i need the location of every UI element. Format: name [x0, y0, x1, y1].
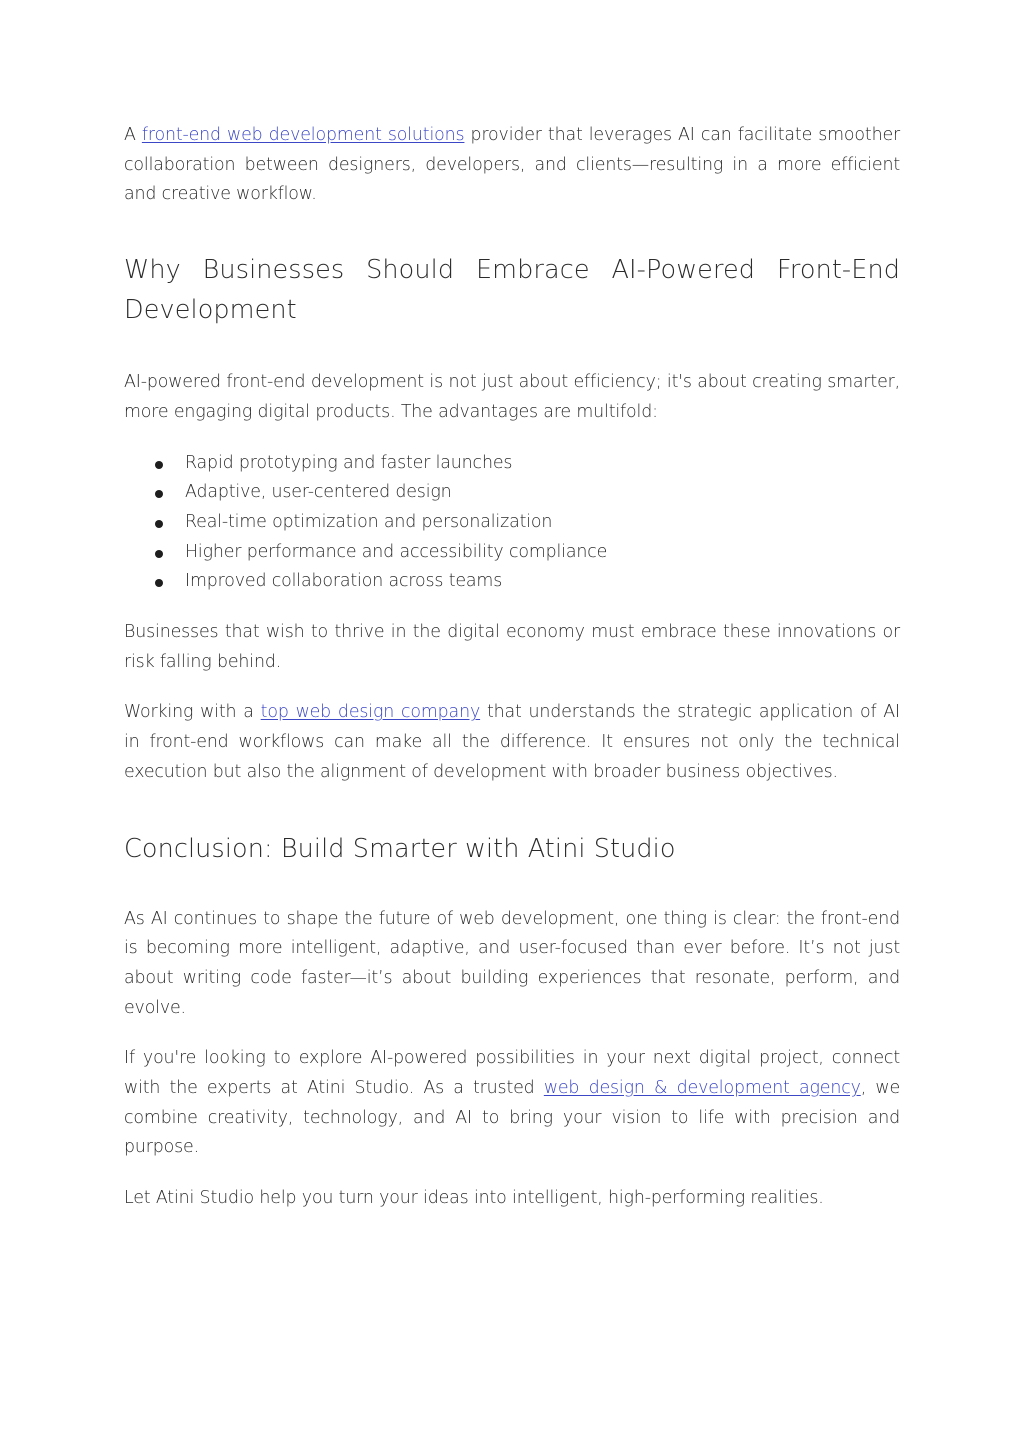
list-item-text: Adaptive, user-centered design [185, 482, 452, 503]
front-end-solutions-link[interactable]: front-end web development solutions [141, 125, 465, 145]
if-you-prefix: If you're looking to explore AI-powered possibilities in your next digital project, connect with the experts at Atini Studio. As a trusted [124, 1048, 900, 1099]
list-item [124, 449, 900, 479]
businesses-paragraph: Businesses that wish to thrive in the digital economy must embrace these innovations or risk falling behind. [124, 622, 900, 672]
working-suffix: that understands the strategic application of AI in front-end workflows can make all the difference. It ensures not only the technical execution but also the alignment of development with broader business objectives. [124, 702, 901, 782]
top-web-design-company-link[interactable]: top web design company [260, 702, 481, 723]
conclusion-heading: Conclusion: Build Smarter with Atini Studio [124, 833, 676, 864]
working-prefix: Working with a [124, 702, 261, 723]
bullet-icon [155, 461, 163, 469]
if-you-paragraph [124, 1044, 900, 1163]
bullet-icon [155, 579, 163, 587]
list-item [124, 478, 900, 508]
document-page [124, 121, 900, 1214]
list-item-text: Improved collaboration across teams [185, 571, 503, 592]
intro-paragraph [124, 121, 900, 210]
list-item [124, 508, 900, 538]
why-heading [124, 250, 900, 330]
as-ai-paragraph: As AI continues to shape the future of web development, one thing is clear: the front-end is becoming more intelligent, adaptive, and user-focused than ever before. It’s not just about writing code faster—it’s about building experiences that resonate, perform, and evolve. [124, 908, 900, 1018]
why-heading-line1: Why Businesses Should Embrace AI-Powered Front-End [124, 255, 900, 286]
closing-paragraph: Let Atini Studio help you turn your ideas into intelligent, high-performing realities. [124, 1188, 824, 1209]
web-design-agency-link[interactable]: web design & development agency [543, 1078, 861, 1099]
bullet-icon [155, 550, 163, 558]
list-item-text: Higher performance and accessibility compliance [185, 541, 608, 562]
list-item [124, 567, 900, 597]
list-item [124, 538, 900, 568]
ai-powered-paragraph: AI-powered front-end development is not just about efficiency; it's about creating smarter, more engaging digital products. The advantages are multifold: [124, 372, 900, 422]
if-you-suffix: , we combine creativity, technology, and AI to bring your vision to life with precision and purpose. [124, 1078, 900, 1158]
working-paragraph [124, 698, 900, 787]
list-item-text: Real-time optimization and personalization [185, 511, 553, 532]
intro-suffix: provider that leverages AI can facilitate smoother collaboration between designers, developers, and clients—resulting in a more efficient and creative workflow. [124, 125, 900, 205]
bullet-icon [155, 520, 163, 528]
intro-prefix: A [124, 125, 142, 145]
list-item-text: Rapid prototyping and faster launches [185, 452, 513, 473]
bullet-icon [155, 490, 163, 498]
benefits-list [124, 449, 900, 598]
why-heading-line2: Development [124, 295, 297, 326]
